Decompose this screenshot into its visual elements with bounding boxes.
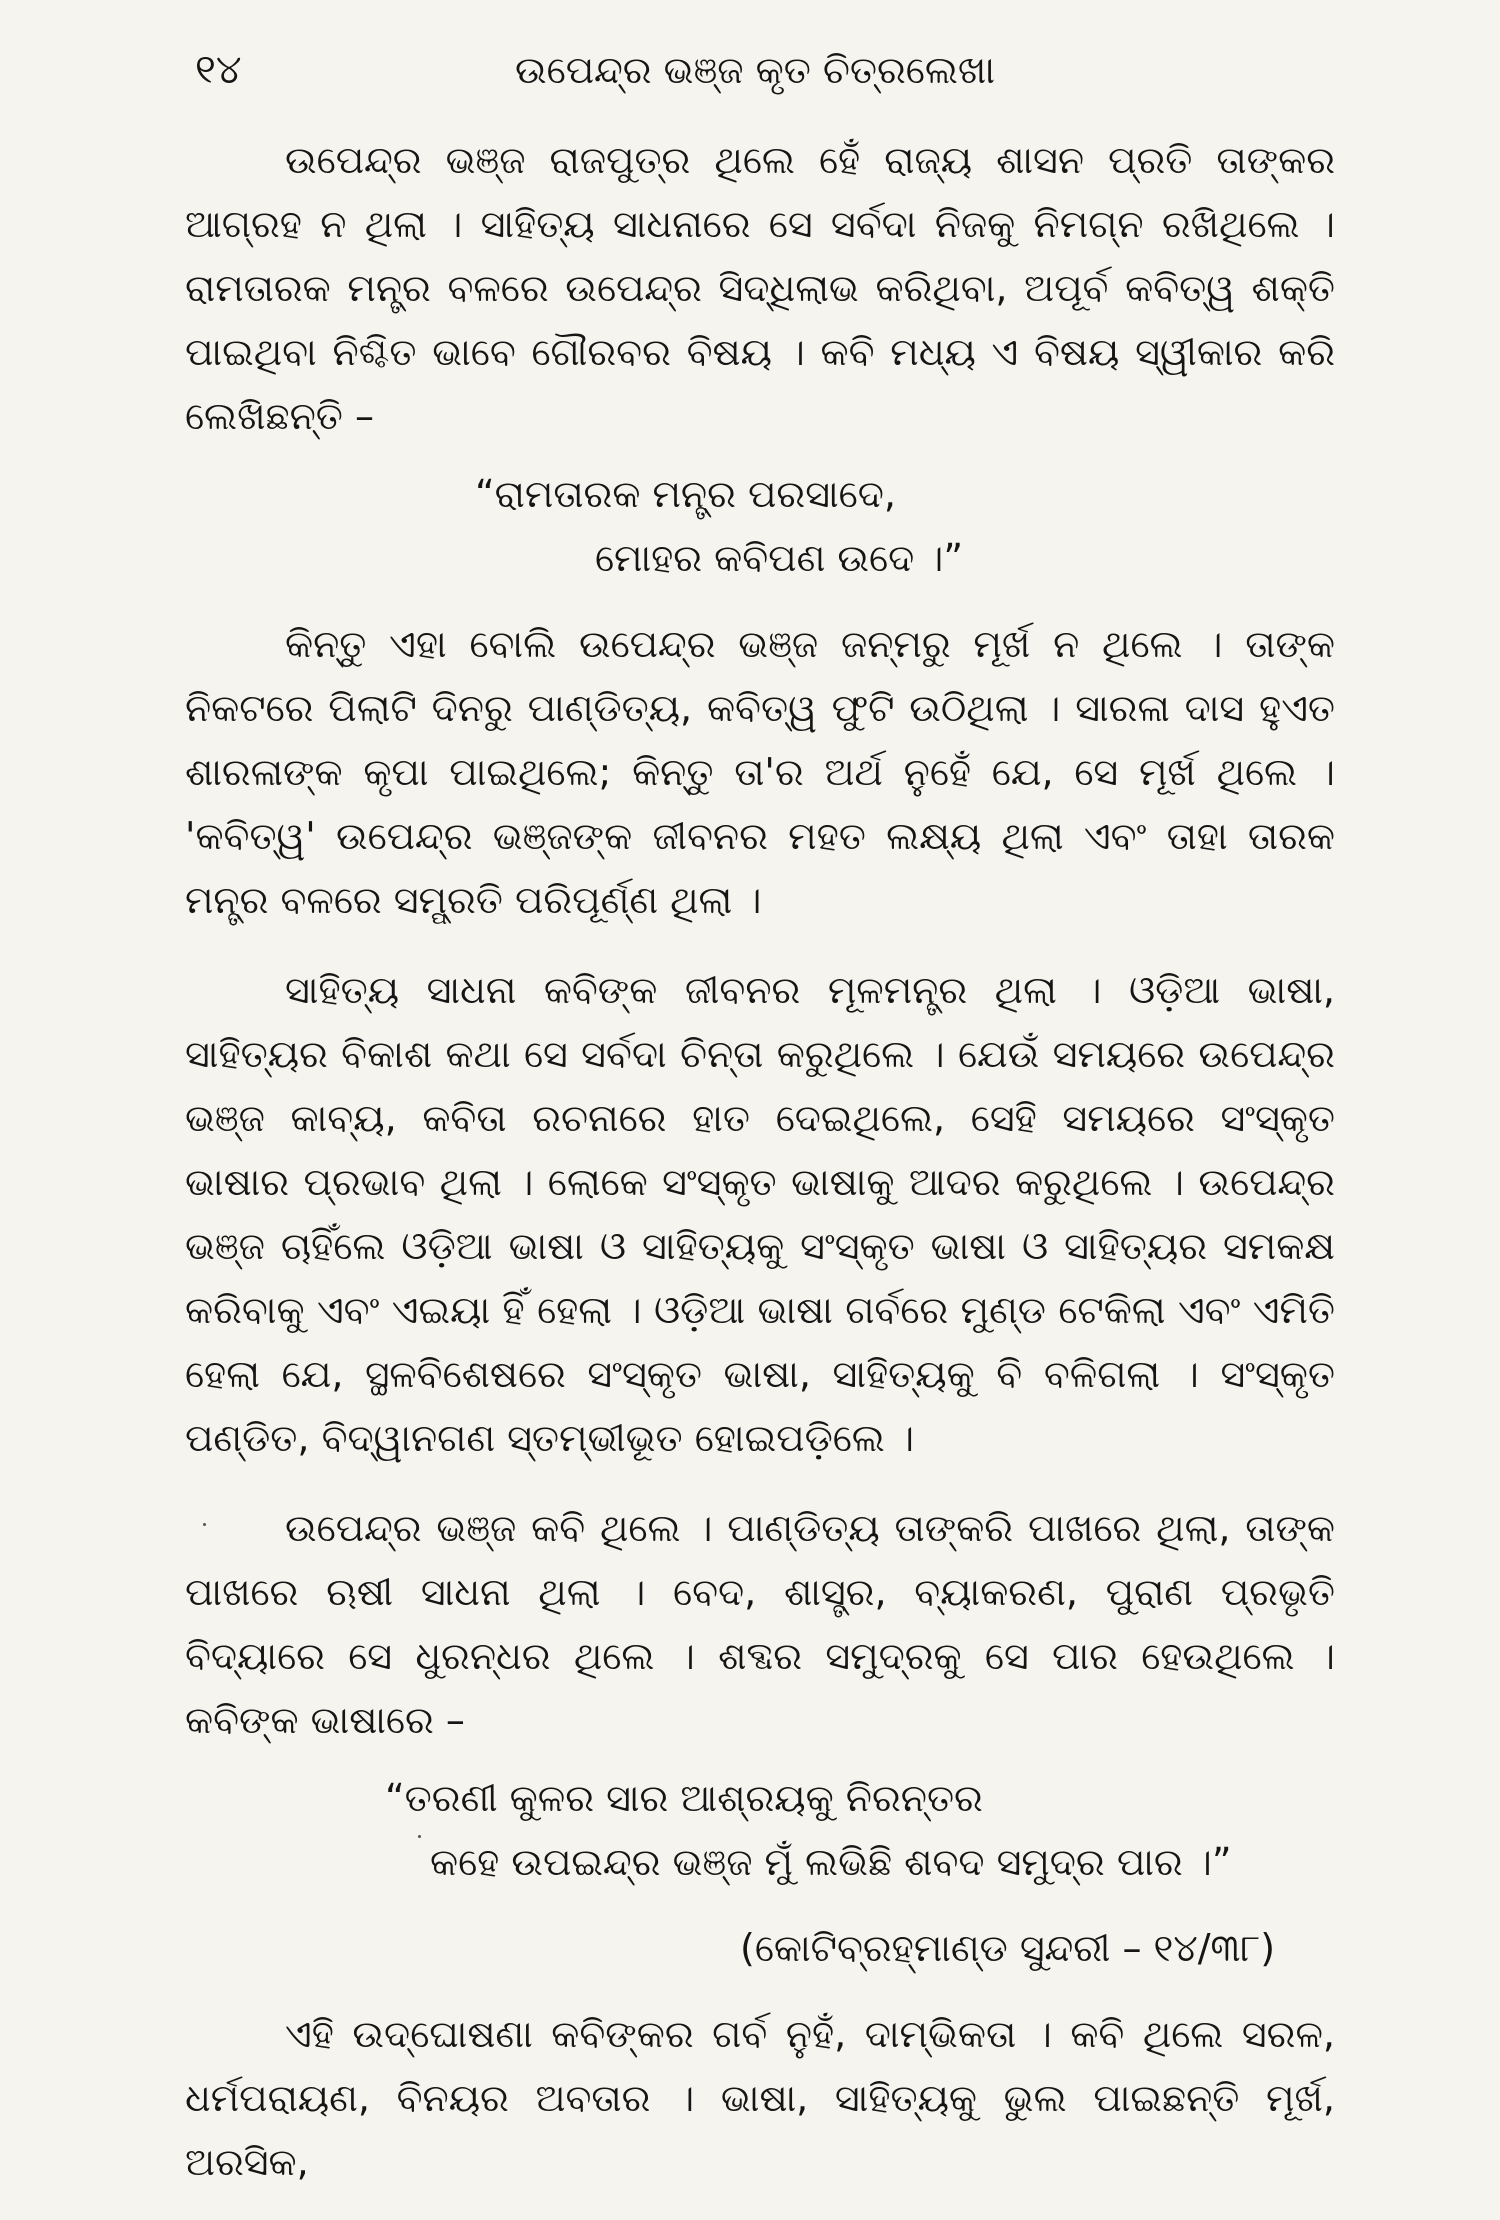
verse-quote-2 <box>185 1766 1335 1894</box>
paragraph-5: ଏହି ଉଦ୍‌ଘୋଷଣା କବିଙ୍କର ଗର୍ବ ନୁହଁ, ଦାମ୍ଭିକତା । କବି ଥିଲେ ସରଳ, ଧର୍ମପରାୟଣ, ବିନୟର ଅବତାର । ଭାଷା, ସାହିତ୍ୟକୁ ଭୁଲ ପାଇଛନ୍ତି ମୂର୍ଖ, ଅରସିକ, <box>185 2012 1335 2184</box>
verse-citation: (କୋଟିବ୍ରହ୍ମାଣ୍ଡ ସୁନ୍ଦରୀ – ୧୪/୩୮) <box>740 1926 1276 1970</box>
verse-line-1: “ତରଣୀ କୁଳର ସାର ଆଶ୍ରୟକୁ ନିରନ୍ତର <box>385 1776 983 1820</box>
paragraph-2: କିନ୍ତୁ ଏହା ବୋଲି ଉପେନ୍ଦ୍ର ଭଞ୍ଜ ଜନ୍ମରୁ ମୂର୍ଖ ନ ଥିଲେ । ତାଙ୍କ ନିକଟରେ ପିଲାଟି ଦିନରୁ ପାଣ୍ଡିତ୍ୟ, କବିତ୍ୱ ଫୁଟି ଉଠିଥିଲା । ସାରଳା ଦାସ ହୁଏତ ଶାରଳାଙ୍କ କୃପା ପାଇଥିଲେ; କିନ୍ତୁ ତା'ର ଅର୍ଥ ନୁହେଁ ଯେ, ସେ ମୂର୍ଖ ଥିଲେ । 'କବିତ୍ୱ' ଉପେନ୍ଦ୍ର ଭଞ୍ଜଙ୍କ ଜୀବନର ମହତ ଲକ୍ଷ୍ୟ ଥିଲା ଏବଂ ତାହା ତାରକ ମନ୍ତ୍ର ବଳରେ ସମ୍ପ୍ରତି ପରିପୂର୍ଣ୍ଣ ଥିଲା । <box>185 622 1335 922</box>
paragraph-1: ଉପେନ୍ଦ୍ର ଭଞ୍ଜ ରାଜପୁତ୍ର ଥିଲେ ହେଁ ରାଜ୍ୟ ଶାସନ ପ୍ରତି ତାଙ୍କର ଆଗ୍ରହ ନ ଥିଲା । ସାହିତ୍ୟ ସାଧନାରେ ସେ ସର୍ବଦା ନିଜକୁ ନିମଗ୍ନ ରଖିଥିଲେ । ରାମତାରକ ମନ୍ତ୍ର ବଳରେ ଉପେନ୍ଦ୍ର ସିଦ୍ଧିଲାଭ କରିଥିବା, ଅପୂର୍ବ କବିତ୍ୱ ଶକ୍ତି ପାଇଥିବା ନିଶ୍ଚିତ ଭାବେ ଗୌରବର ବିଷୟ । କବି ମଧ୍ୟ ଏ ବିଷୟ ସ୍ୱୀକାର କରି ଲେଖିଛନ୍ତି – <box>185 138 1335 438</box>
paragraph-4: ଉପେନ୍ଦ୍ର ଭଞ୍ଜ କବି ଥିଲେ । ପାଣ୍ଡିତ୍ୟ ତାଙ୍କରି ପାଖରେ ଥିଲା, ତାଙ୍କ ପାଖରେ ଋଷୀ ସାଧନା ଥିଲା । ବେଦ, ଶାସ୍ତ୍ର, ବ୍ୟାକରଣ, ପୁରାଣ ପ୍ରଭୃତି ବିଦ୍ୟାରେ ସେ ଧୁରନ୍ଧର ଥିଲେ । ଶବ୍ଦର ସମୁଦ୍ରକୁ ସେ ପାର ହେଉଥିଲେ । କବିଙ୍କ ଭାଷାରେ – <box>185 1506 1335 1742</box>
print-speck <box>203 1523 206 1526</box>
verse-quote-1 <box>185 462 1335 590</box>
print-speck <box>418 1835 421 1838</box>
paragraph-3: ସାହିତ୍ୟ ସାଧନା କବିଙ୍କ ଜୀବନର ମୂଳମନ୍ତ୍ର ଥିଲା । ଓଡ଼ିଆ ଭାଷା, ସାହିତ୍ୟର ବିକାଶ କଥା ସେ ସର୍ବଦା ଚିନ୍ତା କରୁଥିଲେ । ଯେଉଁ ସମୟରେ ଉପେନ୍ଦ୍ର ଭଞ୍ଜ କାବ୍ୟ, କବିତା ରଚନାରେ ହାତ ଦେଇଥିଲେ, ସେହି ସମୟରେ ସଂସ୍କୃତ ଭାଷାର ପ୍ରଭାବ ଥିଲା । ଲୋକେ ସଂସ୍କୃତ ଭାଷାକୁ ଆଦର କରୁଥିଲେ । ଉପେନ୍ଦ୍ର ଭଞ୍ଜ ଚାହିଁଲେ ଓଡ଼ିଆ ଭାଷା ଓ ସାହିତ୍ୟକୁ ସଂସ୍କୃତ ଭାଷା ଓ ସାହିତ୍ୟର ସମକକ୍ଷ କରିବାକୁ ଏବଂ ଏଇୟା ହିଁ ହେଲା । ଓଡ଼ିଆ ଭାଷା ଗର୍ବରେ ମୁଣ୍ଡ ଟେକିଲା ଏବଂ ଏମିତି ହେଲା ଯେ, ସ୍ଥଳବିଶେଷରେ ସଂସ୍କୃତ ଭାଷା, ସାହିତ୍ୟକୁ ବି ବଳିଗଲା । ସଂସ୍କୃତ ପଣ୍ଡିତ, ବିଦ୍ୱାନଗଣ ସ୍ତମ୍ଭୀଭୂତ ହୋଇପଡ଼ିଲେ । <box>185 968 1335 1460</box>
verse-line-1: “ରାମତାରକ ମନ୍ତ୍ର ପରସାଦେ, <box>475 472 896 516</box>
verse-line-2: ମୋହର କବିପଣ ଉଦେ ।” <box>595 536 964 580</box>
page-number: ୧୪ <box>195 47 242 93</box>
running-title: ଉପେନ୍ଦ୍ର ଭଞ୍ଜ କୃତ ଚିତ୍ରଲେଖା <box>515 48 995 92</box>
verse-line-2: କହେ ଉପଇନ୍ଦ୍ର ଭଞ୍ଜ ମୁଁ ଲଭିଛି ଶବଦ ସମୁଦ୍ର ପାର ।” <box>430 1840 1232 1884</box>
page-header <box>180 40 1330 110</box>
body-text <box>185 128 1335 2220</box>
